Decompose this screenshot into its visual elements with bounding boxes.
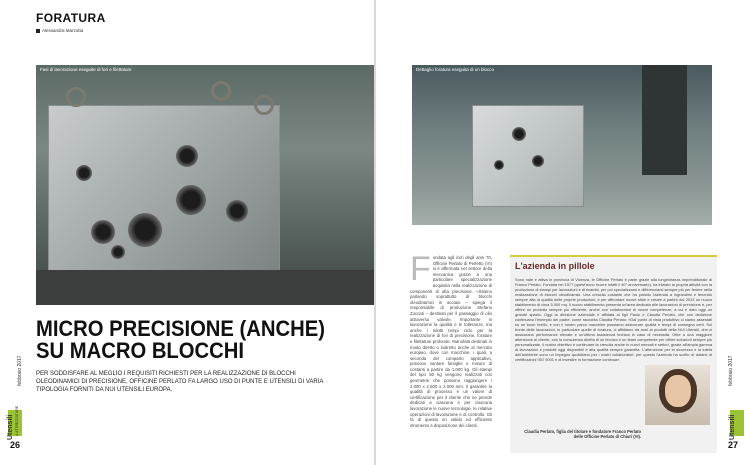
- portrait-photo: [645, 365, 710, 425]
- lifting-eye: [66, 87, 86, 107]
- brand-logo: Utensili: [729, 414, 736, 440]
- brand-subtitle: & ATTREZZATURE: [15, 405, 19, 436]
- article-body-text: ondata agli inizi degli anni 70, Officine Perlato di Perletto (VI) si è affermata nel settore della meccanica grazie a una particolare specializzazione acquisita nella realizzazione di componenti di alta precisione. «Stiamo parlando soprattutto di blocchi oleodinamici in acciaio – spiega il responsabile di produzione Stefano Zuccati – destinati per il passaggio di olio attraverso valvole. Importante in lavorazione la qualità e le tolleranze, ma anche i ridotti tempi ciclo per la realizzazione di fori di precisione, forature e filettature profonde. Manufatti destinati in modo diretto o indiretto anche al mercato europeo, dove con macchine, i quali, a seconda del comparto applicativo, possono vantare famiglie e misure di costanti a partire da 1.000 kg. Gli stampi del tipo 50 kg vengono realizzati con geometrie che possono raggiungere i 2.000 x 2.500 x 2.000 mm. Il garantire la qualità di processo è un valore di certificazione per il cliente che ne prende dedicati a ciascuna e per ciascuna lavorazione le nuove tecnologie, le relative operazioni di lavorazione e di controllo. Gli fa di questa un valido ed efficiente strumento a disposizione dei clienti.: [410, 255, 492, 428]
- drop-cap: F: [410, 250, 431, 288]
- drill-hole: [532, 155, 544, 167]
- sidebar-title: L'azienda in pillole: [515, 261, 595, 271]
- sidebar-box: [510, 255, 717, 453]
- steel-block: [48, 105, 280, 272]
- drill-hole: [128, 213, 162, 247]
- machine-table: [36, 270, 374, 305]
- machine-spindle: [642, 65, 687, 175]
- drill-hole: [111, 245, 125, 259]
- headline-line2: SU MACRO BLOCCHI: [36, 338, 245, 363]
- machining-photo-left: [36, 65, 374, 305]
- drill-hole: [176, 145, 198, 167]
- sidebar-text: Sono nate e attiva in provincia di Vicenza, le Officine Perlato è parte grazie alla lungimiranza imprenditoriale di Franco Perlato. Fondata nel 1977 (quest'anno ricorre infatti il 40° anniversario), ha iniziato la propria attività con la produzione di stampi per lavorazioni e di ricambi, per poi specializzarsi e differenziarsi sempre più per tenere nella realizzazione di blocchi oleodinamici. Una crescita costante che ha portato l'azienda a ingrandirsi e tenendo sempre alta la qualità delle proprie produzioni, e per affrontare nuove sfide e creare a partire dal 2013 un nuovo stabilimento di circa 5.000 mq. Il nuovo stabilimento presenta un'area dedicata alle lavorazioni di precisione e, per offrire un prodotto sempre più efficiente, anche con collaboratori di nuove competenze, a cui è dato oggi un grande spazio. Oggi la direzione aziendale è affidata ai figli Paolo e Claudia Perlato, che con dedizione continuano l'esempio del padre, come racconta Claudia Perlato: «Dal punto di vista produttivo ci siamo assestati su un buon livello, e con il nostro parco macchine possiamo assicurare qualità e tempi di consegna certi. Sul fronte delle lavorazioni, in particolare quelle di foratura, ci affidiamo da anni ai prodotti della NUI Utensili, che ci assicurano performance elevate e un'ottima assistenza tecnica in caso di necessità. Oltre a una maggiore attenzione al cliente, con la consulenza diretta di un tecnico e un team competente per offrire soluzioni sempre più personalizzate, il nostro obiettivo è continuare la crescita anche in nuovi mercati e settori, grazie all'ampia gamma di lavorazioni e prodotti oggi disponibili e alla qualità sempre garantita. L'attenzione per la sicurezza e la tutela dell'ambiente sono un impegno quotidiano per i nostri collaboratori: per questo l'azienda ha scelto di dotarsi di certificazioni ISO 9001 e di investire in formazione continua».: [515, 277, 712, 362]
- lifting-eye: [211, 81, 231, 101]
- brand-logo: Utensili: [7, 414, 14, 440]
- author: Alessandra Marzotta: [36, 28, 83, 33]
- drill-hole: [512, 127, 526, 141]
- article-body-col1: [410, 250, 492, 428]
- machining-photo-right: [412, 65, 712, 225]
- drill-hole: [494, 160, 504, 170]
- headline-line1: MICRO PRECISIONE (ANCHE): [36, 316, 325, 341]
- lifting-eye: [254, 95, 274, 115]
- headline: [36, 318, 325, 362]
- drill-hole: [91, 220, 115, 244]
- portrait-face: [665, 375, 691, 407]
- photo-caption-right: Dettaglio foratura eseguita di un blocco: [416, 67, 495, 72]
- left-page: [0, 0, 374, 465]
- page-number-left: 26: [10, 440, 21, 450]
- lede: PER SODDISFARE AL MEGLIO I REQUISITI RICHIESTI PER LA REALIZZAZIONE DI BLOCCHI OLEODINAMICI DI PRECISIONE, OFFICINE PERLATO FA LARGO USO DI PUNTE E UTENSILI DI VARIA TIPOLOGIA FORNITI DA NUI UTENSILI EUROPA.: [36, 371, 324, 393]
- steel-block: [472, 105, 584, 207]
- issue-date-left: febbraio 2017: [17, 355, 23, 386]
- issue-date-right: febbraio 2017: [728, 355, 734, 386]
- drill-hole: [226, 200, 248, 222]
- right-page: [376, 0, 750, 465]
- drill-hole: [76, 165, 92, 181]
- section-title: FORATURA: [36, 11, 106, 25]
- drill-hole: [176, 185, 206, 215]
- photo-caption-left: Fasi di lavorazione eseguite di fori e filettature: [40, 67, 132, 72]
- portrait-caption: Claudia Perlato, figlia del titolare e fondatore Franco Perlato delle Officine Perlato di Chiuri (VI).: [524, 429, 641, 439]
- page-number-right: 27: [728, 440, 739, 450]
